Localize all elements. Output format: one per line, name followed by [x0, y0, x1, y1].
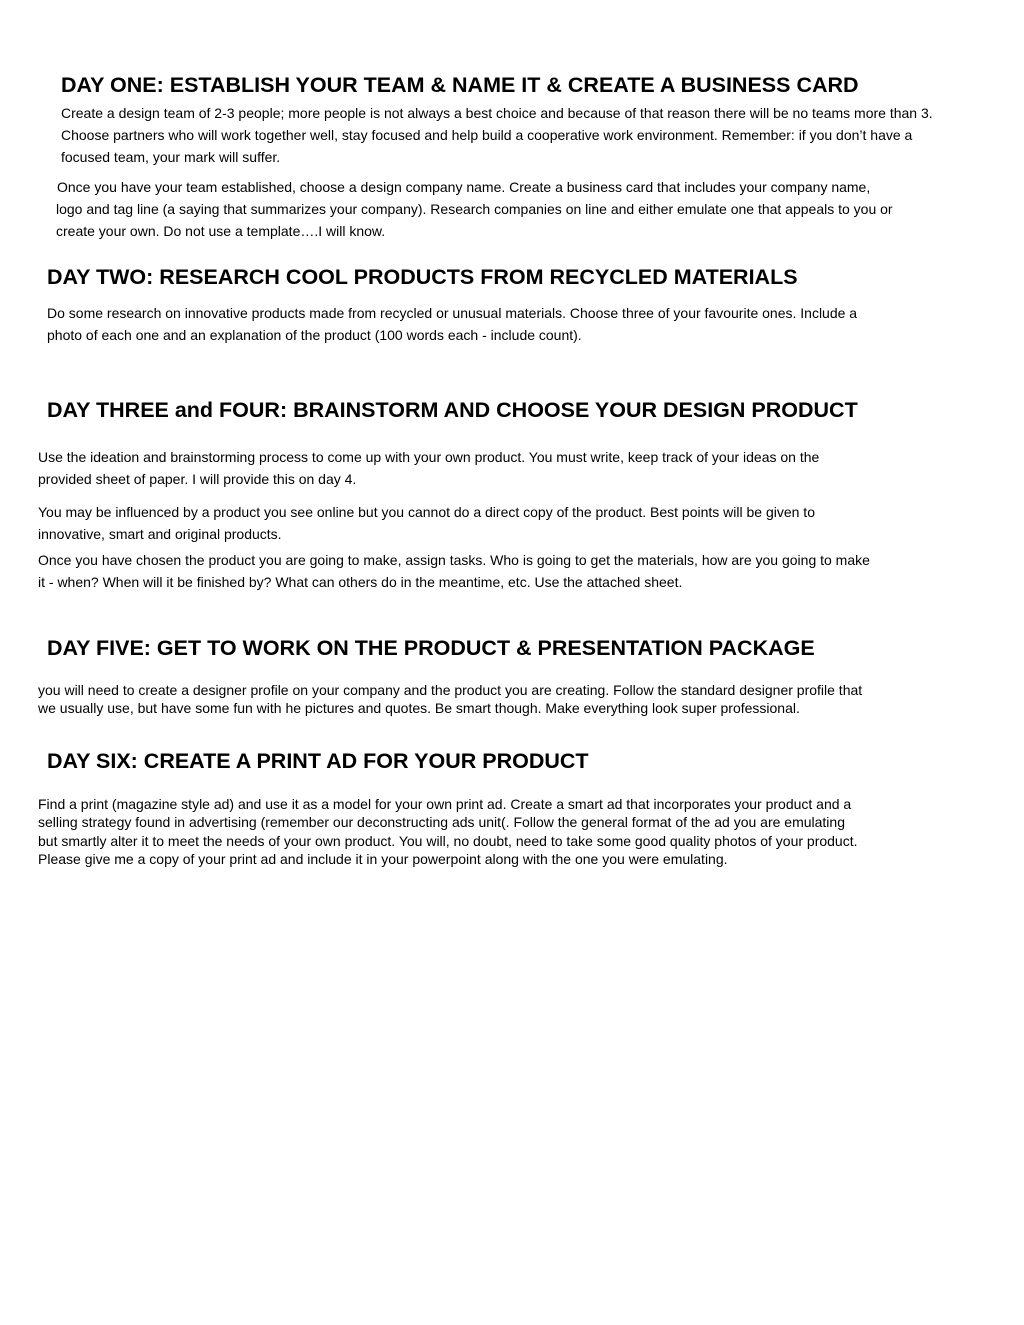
- text-line: create your own. Do not use a template….I will know.: [56, 223, 386, 239]
- text-line: logo and tag line (a saying that summarizes your company). Research companies on line and either emulate one that appeals to you or: [56, 201, 893, 217]
- day-one-paragraph-team: [61, 102, 933, 168]
- day-one-heading: DAY ONE: ESTABLISH YOUR TEAM & NAME IT & CREATE A BUSINESS CARD: [61, 73, 859, 97]
- text-line: but smartly alter it to meet the needs of your own product. You will, no doubt, need to take some good quality photos of your product.: [38, 832, 858, 849]
- day-two-paragraph: [47, 302, 857, 346]
- text-line: Once you have your team established, choose a design company name. Create a business card that includes your company name,: [57, 179, 871, 195]
- day-five-paragraph: [38, 681, 862, 718]
- day-six-paragraph: [38, 795, 858, 868]
- day-three-four-paragraph-tasks: [38, 549, 870, 593]
- text-line: You may be influenced by a product you see online but you cannot do a direct copy of the product. Best points will be given to: [38, 504, 815, 520]
- text-line: Find a print (magazine style ad) and use it as a model for your own print ad. Create a smart ad that incorporates your product and a: [38, 796, 852, 812]
- day-one-paragraph-business-card: [56, 176, 893, 242]
- day-five-heading: DAY FIVE: GET TO WORK ON THE PRODUCT & PRESENTATION PACKAGE: [47, 636, 815, 660]
- text-line: Use the ideation and brainstorming process to come up with your own product. You must write, keep track of your ideas on the: [38, 449, 820, 465]
- text-line: you will need to create a designer profile on your company and the product you are creating. Follow the standard designer profile that: [38, 682, 863, 698]
- day-three-four-paragraph-ideation: [38, 446, 819, 490]
- text-line: innovative, smart and original products.: [38, 526, 282, 542]
- day-two-heading: DAY TWO: RESEARCH COOL PRODUCTS FROM RECYCLED MATERIALS: [47, 265, 798, 289]
- day-three-four-heading: DAY THREE and FOUR: BRAINSTORM AND CHOOSE YOUR DESIGN PRODUCT: [47, 398, 858, 422]
- text-line: Do some research on innovative products made from recycled or unusual materials. Choose three of your favourite ones. Include a: [47, 305, 858, 321]
- day-six-heading: DAY SIX: CREATE A PRINT AD FOR YOUR PRODUCT: [47, 749, 589, 773]
- text-line: Create a design team of 2-3 people; more people is not always a best choice and because of that reason there will be no teams more than 3.: [61, 105, 933, 121]
- text-line: focused team, your mark will suffer.: [61, 149, 281, 165]
- day-three-four-paragraph-originality: [38, 501, 815, 545]
- text-line: we usually use, but have some fun with he pictures and quotes. Be smart though. Make everything look super professional.: [38, 700, 800, 717]
- text-line: selling strategy found in advertising (remember our deconstructing ads unit(. Follow the general format of the ad you are emulating: [38, 814, 845, 831]
- text-line: Once you have chosen the product you are going to make, assign tasks. Who is going to get the materials, how are you going to make: [38, 552, 870, 568]
- text-line: provided sheet of paper. I will provide this on day 4.: [38, 471, 357, 487]
- text-line: it - when? When will it be finished by? What can others do in the meantime, etc. Use the attached sheet.: [38, 574, 683, 590]
- text-line: Please give me a copy of your print ad and include it in your powerpoint along with the one you were emulating.: [38, 850, 728, 867]
- text-line: Choose partners who will work together well, stay focused and help build a cooperative work environment. Remember: if you don’t have a: [61, 127, 913, 143]
- text-line: photo of each one and an explanation of the product (100 words each - include count).: [47, 327, 582, 343]
